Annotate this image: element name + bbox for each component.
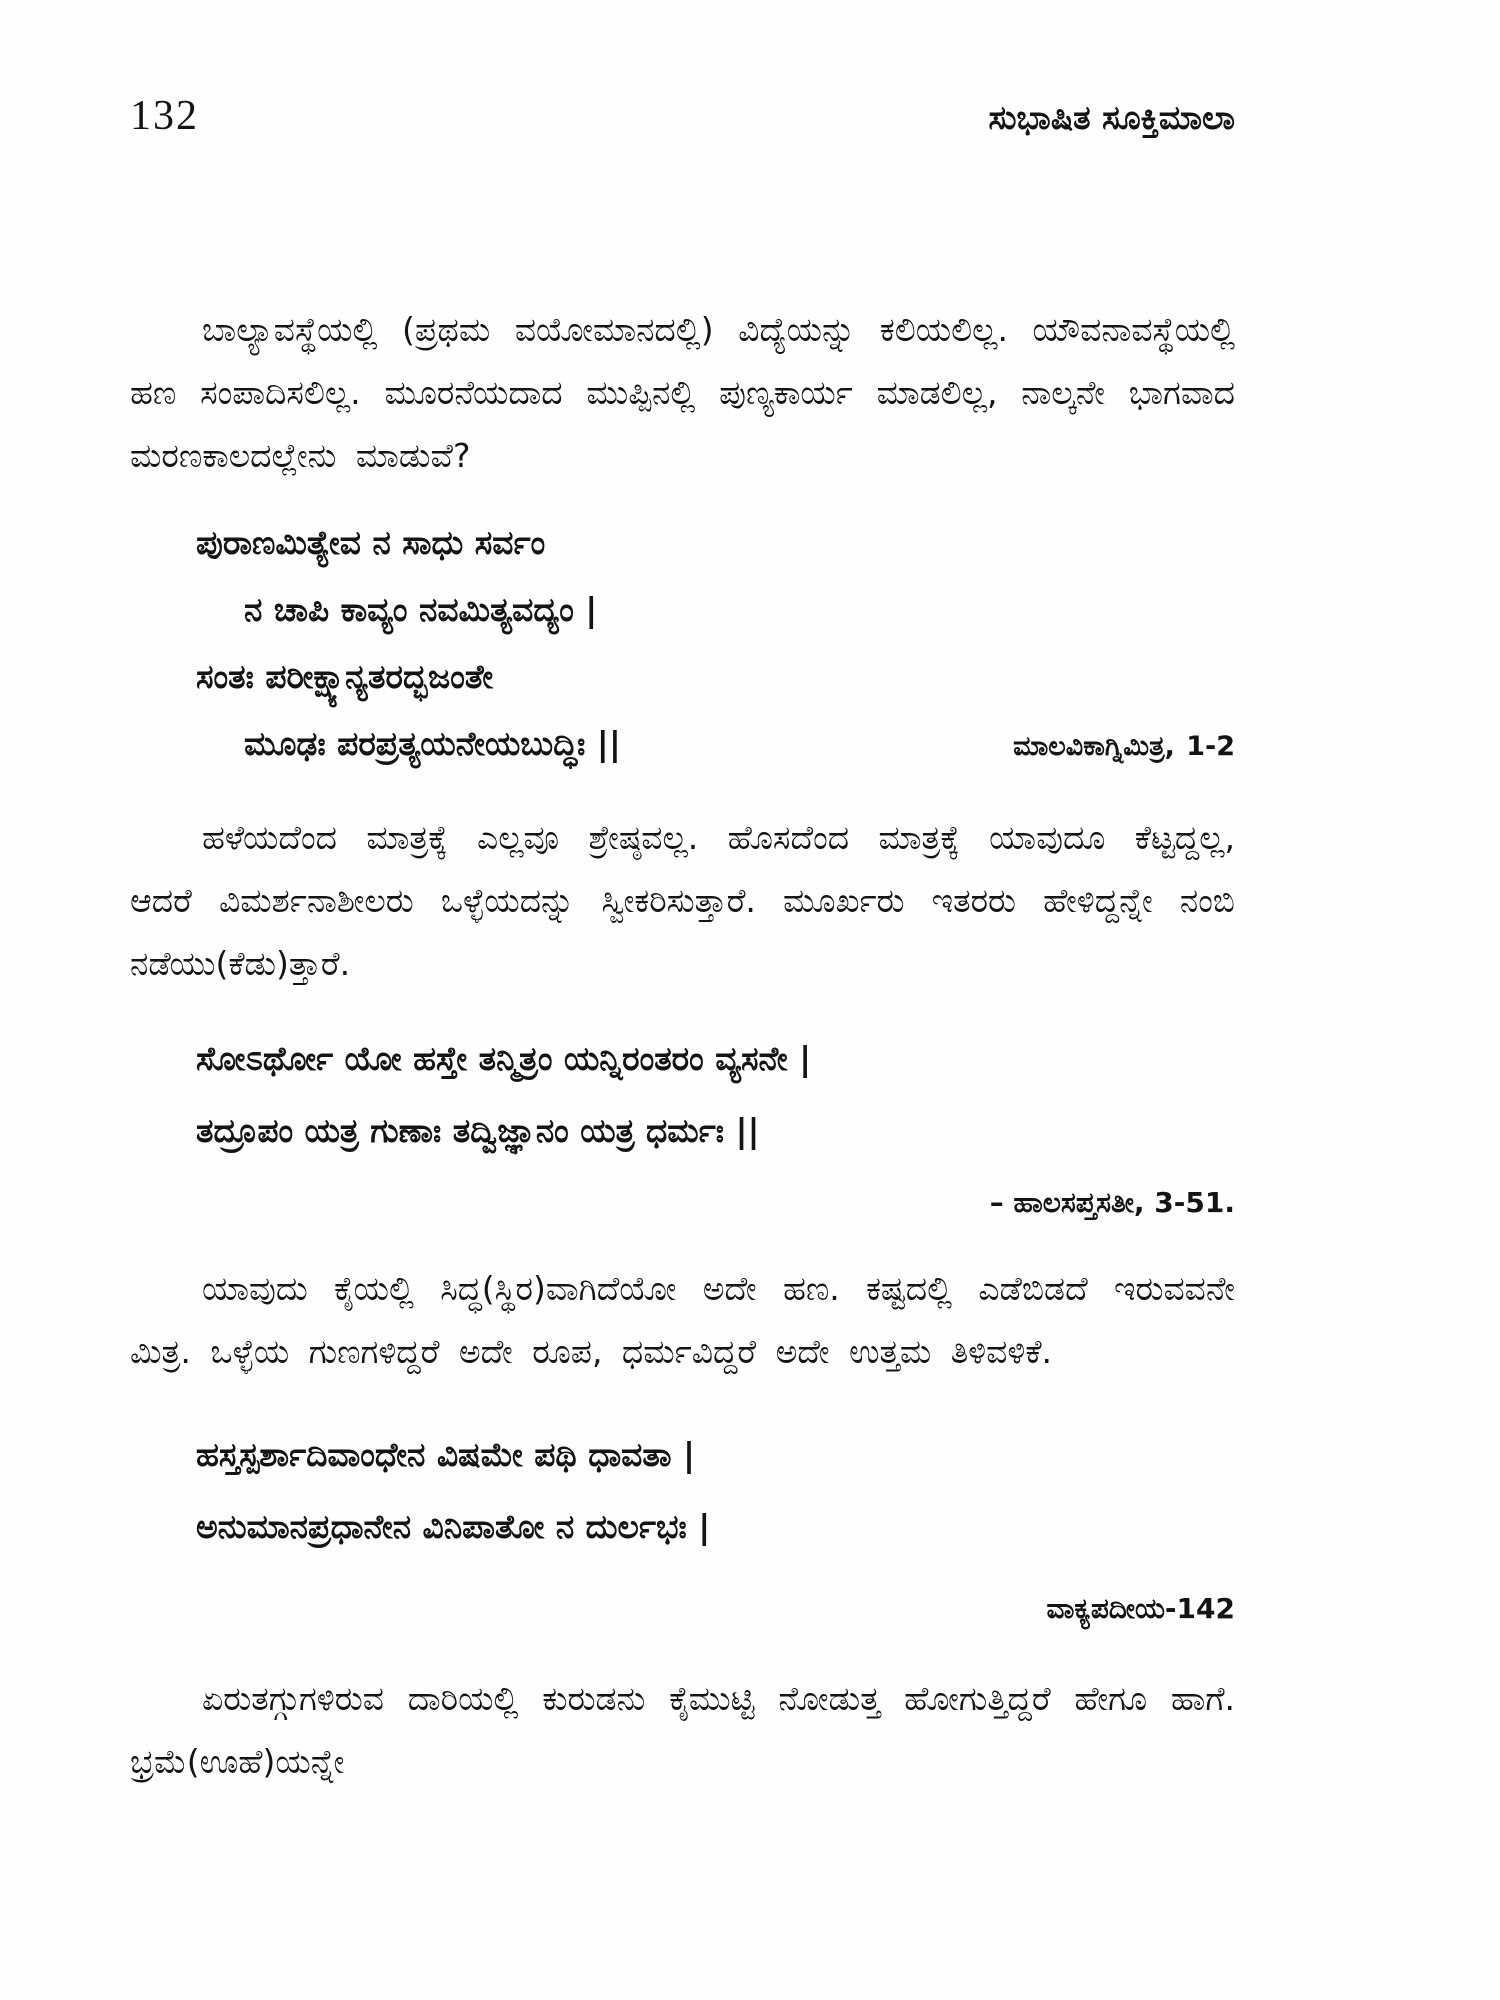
page-number: 132 [130, 93, 199, 139]
verse-2 [196, 1023, 1235, 1167]
paragraph-1: ಬಾಲ್ಯಾವಸ್ಥೆಯಲ್ಲಿ (ಪ್ರಥಮ ವಯೋಮಾನದಲ್ಲಿ) ವಿದ್ಯೆಯನ್ನು ಕಲಿಯಲಿಲ್ಲ. ಯೌವನಾವಸ್ಥೆಯಲ್ಲಿ ಹಣ ಸಂಪಾದಿಸಲಿಲ್ಲ. ಮೂರನೆಯದಾದ ಮುಪ್ಪಿನಲ್ಲಿ ಪುಣ್ಯಕಾರ್ಯ ಮಾಡಲಿಲ್ಲ, ನಾಲ್ಕನೇ ಭಾಗವಾದ ಮರಣಕಾಲದಲ್ಲೇನು ಮಾಡುವೆ? [130, 310, 1235, 475]
verse-3 [196, 1419, 1235, 1563]
book-title: ಸುಭಾಷಿತ ಸೂಕ್ತಿಮಾಲಾ [988, 98, 1235, 137]
verse-2-line-1: ಸೋಽರ್ಥೋ ಯೋ ಹಸ್ತೇ ತನ್ಮಿತ್ರಂ ಯನ್ನಿರಂತರಂ ವ್ಯಸನೇ | [196, 1039, 812, 1078]
paragraph-4: ಏರುತಗ್ಗುಗಳಿರುವ ದಾರಿಯಲ್ಲಿ ಕುರುಡನು ಕೈಮುಟ್ಟಿ ನೋಡುತ್ತ ಹೋಗುತ್ತಿದ್ದರೆ ಹೇಗೂ ಹಾಗೆ. ಭ್ರಮೆ(ಊಹೆ)ಯನ್ನೇ [130, 1679, 1235, 1781]
verse-3-line-2: ಅನುಮಾನಪ್ರಧಾನೇನ ವಿನಿಪಾತೋ ನ ದುರ್ಲಭಃ | [196, 1507, 711, 1546]
verse-2-attribution: – ಹಾಲಸಪ್ತಸತೀ, 3-51. [989, 1186, 1235, 1219]
verse-1-attribution: ಮಾಲವಿಕಾಗ್ನಿಮಿತ್ರ, 1-2 [1013, 731, 1235, 762]
verse-1-line-4 [196, 710, 1235, 780]
verse-3-attribution: ವಾಕ್ಯಪದೀಯ-142 [1046, 1592, 1235, 1625]
verse-3-line-1: ಹಸ್ತಸ್ಪರ್ಶಾದಿವಾಂಧೇನ ವಿಷಮೇ ಪಥಿ ಧಾವತಾ | [196, 1435, 696, 1474]
verse-2-line-2: ತದ್ರೂಪಂ ಯತ್ರ ಗುಣಾಃ ತದ್ವಿಜ್ಞಾನಂ ಯತ್ರ ಧರ್ಮಃ || [196, 1111, 760, 1150]
page-header [130, 92, 1235, 140]
verse-1-line-4-text: ಮೂಢಃ ಪರಪ್ರತ್ಯಯನೇಯಬುದ್ಧಿಃ || [244, 724, 621, 763]
verse-1 [196, 509, 1235, 780]
verse-1-line-2: ನ ಚಾಪಿ ಕಾವ್ಯಂ ನವಮಿತ್ಯವದ್ಯಂ | [244, 590, 598, 629]
paragraph-3: ಯಾವುದು ಕೈಯಲ್ಲಿ ಸಿದ್ಧ(ಸ್ಥಿರ)ವಾಗಿದೆಯೋ ಅದೇ ಹಣ. ಕಷ್ಟದಲ್ಲಿ ಎಡೆಬಿಡದೆ ಇರುವವನೇ ಮಿತ್ರ. ಒಳ್ಳೆಯ ಗುಣಗಳಿದ್ದರೆ ಅದೇ ರೂಪ, ಧರ್ಮವಿದ್ದರೆ ಅದೇ ಉತ್ತಮ ತಿಳಿವಳಿಕೆ. [130, 1269, 1235, 1371]
verse-1-line-3: ಸಂತಃ ಪರೀಕ್ಷ್ಯಾನ್ಯತರದ್ಭಜಂತೇ [196, 657, 494, 696]
verse-1-line-1: ಪುರಾಣಮಿತ್ಯೇವ ನ ಸಾಧು ಸರ್ವಂ [196, 523, 546, 562]
paragraph-2: ಹಳೆಯದೆಂದ ಮಾತ್ರಕ್ಕೆ ಎಲ್ಲವೂ ಶ್ರೇಷ್ಠವಲ್ಲ. ಹೊಸದೆಂದ ಮಾತ್ರಕ್ಕೆ ಯಾವುದೂ ಕೆಟ್ಟದ್ದಲ್ಲ, ಆದರೆ ವಿಮರ್ಶನಾಶೀಲರು ಒಳ್ಳೆಯದನ್ನು ಸ್ವೀಕರಿಸುತ್ತಾರೆ. ಮೂರ್ಖರು ಇತರರು ಹೇಳಿದ್ದನ್ನೇ ನಂಬಿ ನಡೆಯು(ಕೆಡು)ತ್ತಾರೆ. [130, 818, 1235, 983]
